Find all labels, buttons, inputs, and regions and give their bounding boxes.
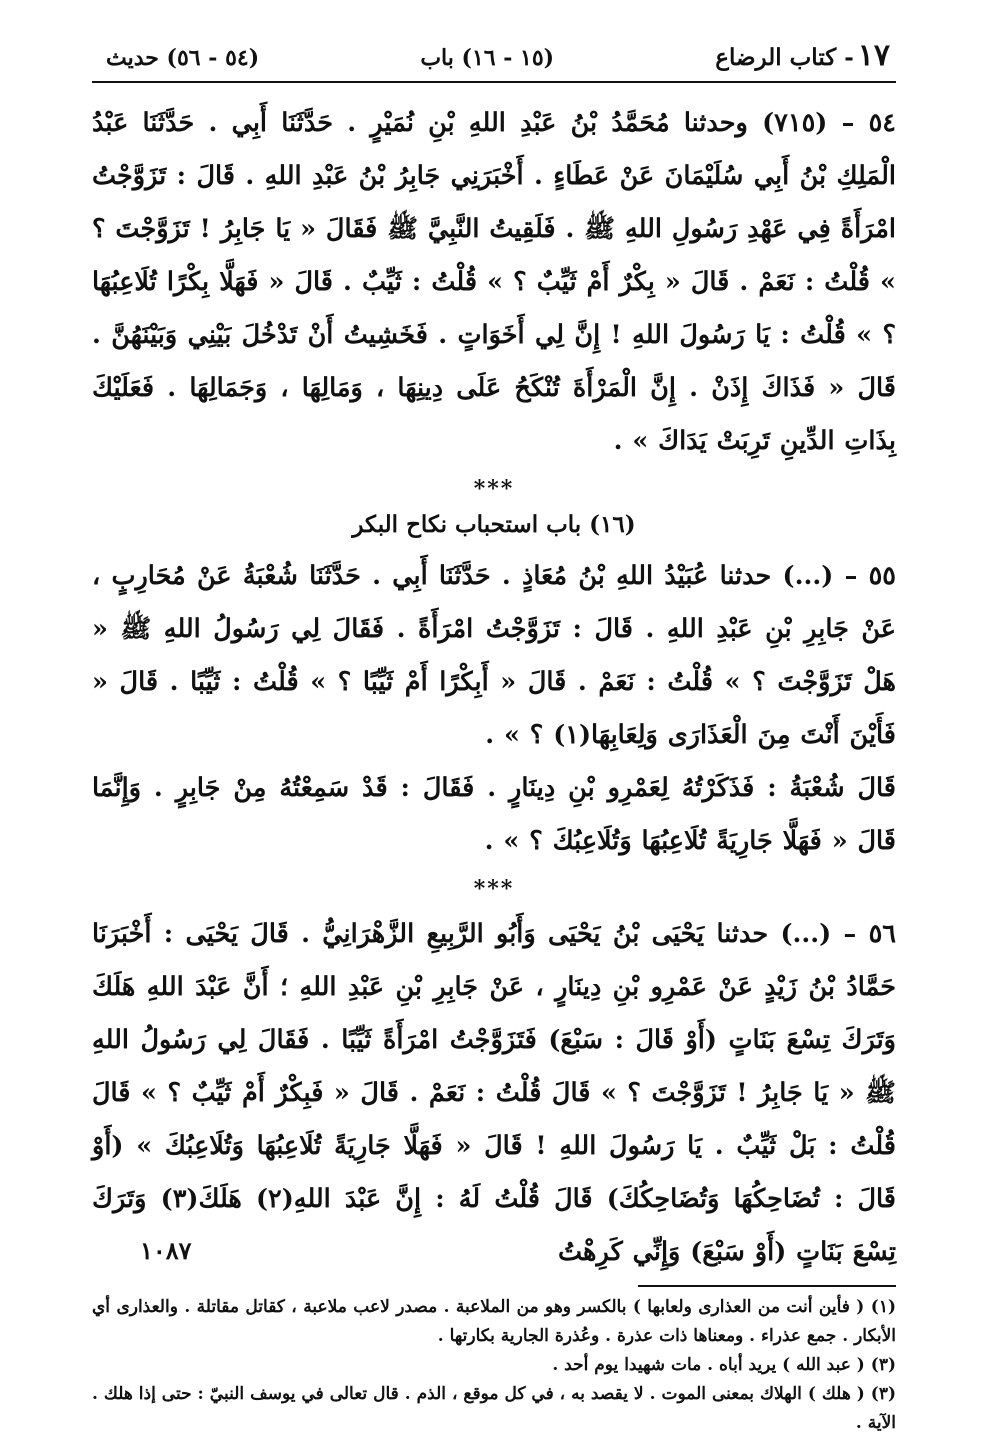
hadith-text: (...) حدثنا يَحْيَى بْنُ يَحْيَى وَأَبُو الرَّبِيعِ الزَّهْرَانِيُّ . قَالَ يَحْيَى : أَخْبَرَنَا حَمَّادُ بْنُ زَيْدٍ عَنْ عَمْرِو بْنِ دِينَارٍ ، عَنْ جَابِرِ بْنِ عَبْدِ اللهِ ؛ أَنَّ عَبْدَ اللهِ هَلَكَ وَتَرَكَ تِسْعَ بَنَاتٍ (أَوْ قَالَ : سَبْعَ) فَتَزَوَّجْتُ امْرَأَةً ثَيِّبًا . فَقَالَ لِي رَسُولُ اللهِ ﷺ « يَا جَابِرُ ! تَزَوَّجْتَ ؟ » قَالَ قُلْتُ : نَعَمْ . قَالَ « فَبِكْرٌ أَمْ ثَيِّبٌ ؟ » قَالَ قُلْتُ : بَلْ ثَيِّبٌ . يَا رَسُولَ اللهِ ! قَالَ « فَهَلَّا جَارِيَةً تُلَاعِبُهَا وَتُلَاعِبُكَ » (أَوْ قَالَ : تُضَاحِكُهَا وَتُضَاحِكُكَ) قَالَ قُلْتُ لَهُ : إِنَّ عَبْدَ اللهِ(٢) هَلَكَ(٣) وَتَرَكَ تِسْعَ بَنَاتٍ (أَوْ سَبْعَ) وَإِنِّي كَرِهْتُ <box>92 919 897 1267</box>
hadith-56 <box>92 908 896 1279</box>
hadith-55 <box>92 550 896 762</box>
hadith-number: ٥٦ – <box>843 919 896 949</box>
hadith-text: (...) حدثنا عُبَيْدُ اللهِ بْنُ مُعَاذٍ . حَدَّثَنَا أَبِي . حَدَّثَنَا شُعْبَةُ عَنْ مُحَارِبٍ ، عَنْ جَابِرِ بْنِ عَبْدِ اللهِ . قَالَ : تَزَوَّجْتُ امْرَأَةً . فَقَالَ لِي رَسُولُ اللهِ ﷺ « هَلْ تَزَوَّجْتَ ؟ » قُلْتُ : نَعَمْ . قَالَ « أَبِكْرًا أَمْ ثَيِّبًا ؟ » قُلْتُ : ثَيِّبًا . قَالَ « فَأَيْنَ أَنْتَ مِنَ الْعَذَارَى وَلِعَابِهَا(١) ؟ » . <box>92 561 896 750</box>
section-separator: *** <box>473 476 515 502</box>
hadith-range: (٥٤ - ٥٦) حديث <box>106 45 260 71</box>
footnote-3: (٣) ( هلك ) الهلاك بمعنى الموت . لا يقصد به ، في كل موقع ، الذم . قال تعالى في يوسف النبيّ : حتى إذا هلك . الآية . <box>92 1384 896 1433</box>
book-title: - كتاب الرضاع <box>715 44 854 71</box>
chapter-heading: (١٦) باب استحباب نكاح البكر <box>352 511 636 538</box>
book-number: ١٧ <box>857 38 890 73</box>
section-separator: *** <box>473 876 515 902</box>
hadith-54 <box>92 97 896 468</box>
hadith-number: ٥٤ – <box>841 108 896 138</box>
running-header <box>92 38 896 83</box>
book-title-group <box>715 38 890 73</box>
hadith-number: ٥٥ – <box>844 561 896 591</box>
narrator-note: قَالَ شُعْبَةُ : فَذَكَرْتُهُ لِعَمْرِو بْنِ دِينَارٍ . فَقَالَ : قَدْ سَمِعْتُهُ مِنْ جَابِرٍ . وَإِنَّمَا قَالَ « فَهَلَّا جَارِيَةً تُلَاعِبُهَا وَتُلَاعِبُكَ ؟ » . <box>92 773 896 856</box>
footnote-divider <box>638 1285 896 1287</box>
chapter-range: (١٥ - ١٦) باب <box>420 45 555 71</box>
footnote-1: (١) ( فأين أنت من العذارى ولعابها ) بالكسر وهو من الملاعبة . مصدر لاعب ملاعبة ، كقاتل مقاتلة . والعذارى أي الأبكار . جمع عذراء . ومعناها ذات عذرة . وعُذرة الجارية بكارتها . <box>92 1297 896 1346</box>
hadith-text: (٧١٥) وحدثنا مُحَمَّدُ بْنُ عَبْدِ اللهِ بْنِ نُمَيْرٍ . حَدَّثَنَا أَبِي . حَدَّثَنَا عَبْدُ الْمَلِكِ بْنُ أَبِي سُلَيْمَانَ عَنْ عَطَاءٍ . أَخْبَرَنِي جَابِرُ بْنُ عَبْدِ اللهِ . قَالَ : تَزَوَّجْتُ امْرَأَةً فِي عَهْدِ رَسُولِ اللهِ ﷺ . فَلَقِيتُ النَّبِيَّ ﷺ فَقَالَ « يَا جَابِرُ ! تَزَوَّجْتَ ؟ » قُلْتُ : نَعَمْ . قَالَ « بِكْرٌ أَمْ ثَيِّبٌ ؟ » قُلْتُ : ثَيِّبٌ . قَالَ « فَهَلَّا بِكْرًا تُلَاعِبُهَا ؟ » قُلْتُ : يَا رَسُولَ اللهِ ! إِنَّ لِي أَخَوَاتٍ . فَخَشِيتُ أَنْ تَدْخُلَ بَيْنِي وَبَيْنَهُنَّ . قَالَ « فَذَاكَ إِذَنْ . إِنَّ الْمَرْأَةَ تُنْكَحُ عَلَى دِينِهَا ، وَمَالِهَا ، وَجَمَالِهَا . فَعَلَيْكَ بِذَاتِ الدِّينِ تَرِبَتْ يَدَاكَ » . <box>92 108 896 456</box>
page-number: ١٠٨٧ <box>140 1236 192 1265</box>
footnote-2: (٣) ( عبد الله ) يريد أباه . مات شهيدا يوم أحد . <box>552 1355 896 1375</box>
